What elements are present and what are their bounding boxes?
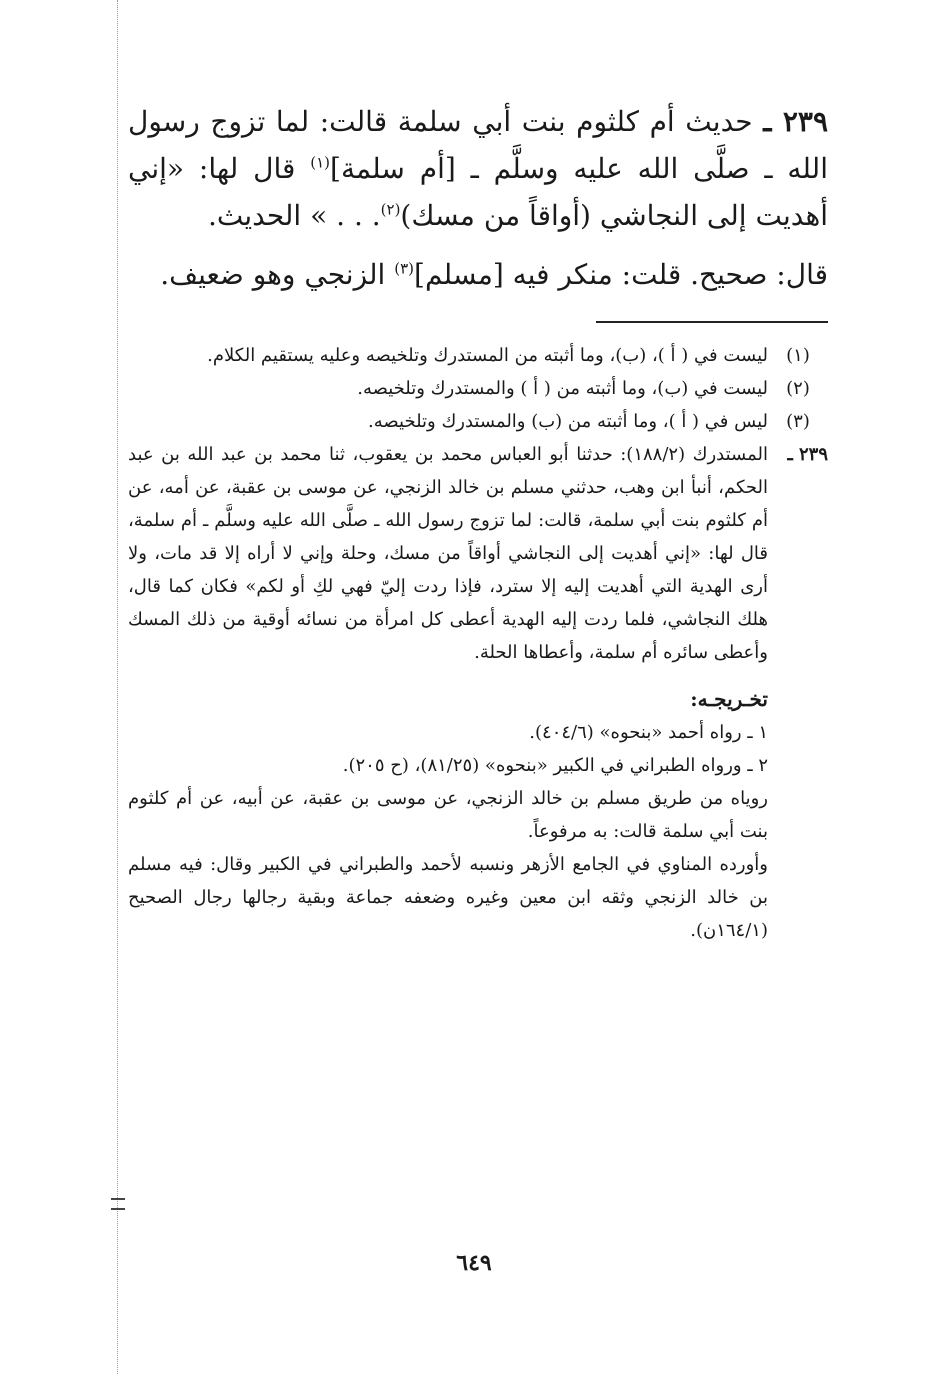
footnote-number: (١) [786,345,810,366]
takhrij-line-3: روياه من طريق مسلم بن خالد الزنجي، عن موسى بن عقبة، عن أبيه، عن أم كلثوم بنت أبي سلمة قالت: به مرفوعاً. [128,788,768,842]
source-text: المستدرك (١٨٨/٢): حدثنا أبو العباس محمد بن يعقوب، ثنا محمد بن عبد الله بن عبد الحكم، أنبأ ابن وهب، حدثني مسلم بن خالد الزنجي، عن موسى بن عقبة، عن أمه، عن أم كلثوم بنت أبي سلمة، قالت: لما تزوج رسول الله ـ صلَّى الله عليه وسلَّم ـ أم سلمة، قال لها: «إني أهديت إلى النجاشي أواقاً من مسك، وحلة وإني لا أراه إلا قد مات، ولا أرى الهدية التي أهديت إليه إلا سترد، فإذا ردت إليّ فهي لكِ أو لكم» فكان كما قال، هلك النجاشي، فلما ردت إليه الهدية أعطى كل امرأة من نسائه أوقية من ذلك المسك وأعطى سائره أم سلمة، وأعطاها الحلة. [128,444,768,663]
takhrij-line-1: ١ ـ رواه أحمد «بنحوه» (٤٠٤/٦). [529,722,768,743]
footnote-ref-1: (١) [310,153,331,172]
footnote-2 [128,372,828,405]
footnote-divider [596,321,828,323]
takhrij-heading: تخـريجـه: [690,687,768,711]
hadith-text-part2: قال لها: «إني أهديت إلى النجاشي (أواقاً من مسك) [128,152,828,232]
footnote-number: (٣) [786,411,810,432]
hadith-text-part1: حديث أم كلثوم بنت أبي سلمة قالت: لما تزوج رسول الله ـ صلَّى الله عليه وسلَّم ـ [أم سلمة] [128,105,828,185]
grade-text-part1: قال: صحيح. قلت: منكر فيه [مسلم] [414,258,828,291]
page-number: ٦٤٩ [456,1250,492,1276]
footnote-ref-3: (٣) [394,259,415,278]
hadith-number: ٢٣٩ ـ [763,105,829,138]
hadith-grade [128,251,828,299]
footnote-1 [128,339,828,372]
takhrij-section [128,683,768,947]
source-number: ٢٣٩ ـ [787,444,828,465]
page-binding-edge [117,0,118,1374]
footnote-number: (٢) [786,378,810,399]
hadith-text-part3: . . . » الحديث. [207,199,381,232]
footnote-text: ليس في ( أ )، وما أثبته من (ب) والمستدرك وتلخيصه. [368,411,768,432]
footnote-ref-2: (٢) [380,200,401,219]
edge-mark [111,1198,125,1210]
hadith-text [128,98,828,239]
page-content [128,98,828,947]
takhrij-line-4: وأورده المناوي في الجامع الأزهر ونسبه لأحمد والطبراني في الكبير وقال: فيه مسلم بن خالد الزنجي وثقه ابن معين وغيره وضعفه جماعة وبقية رجالها رجال الصحيح (١٦٤/١ن). [128,854,768,941]
source-entry [128,438,828,669]
takhrij-line-2: ٢ ـ ورواه الطبراني في الكبير «بنحوه» (٨١/٢٥)، (ح ٢٠٥). [342,755,768,776]
grade-text-part2: الزنجي وهو ضعيف. [160,258,395,291]
footnote-text: ليست في ( أ )، (ب)، وما أثبته من المستدرك وتلخيصه وعليه يستقيم الكلام. [207,345,768,366]
footnote-3 [128,405,828,438]
footnote-text: ليست في (ب)، وما أثبته من ( أ ) والمستدرك وتلخيصه. [357,378,768,399]
